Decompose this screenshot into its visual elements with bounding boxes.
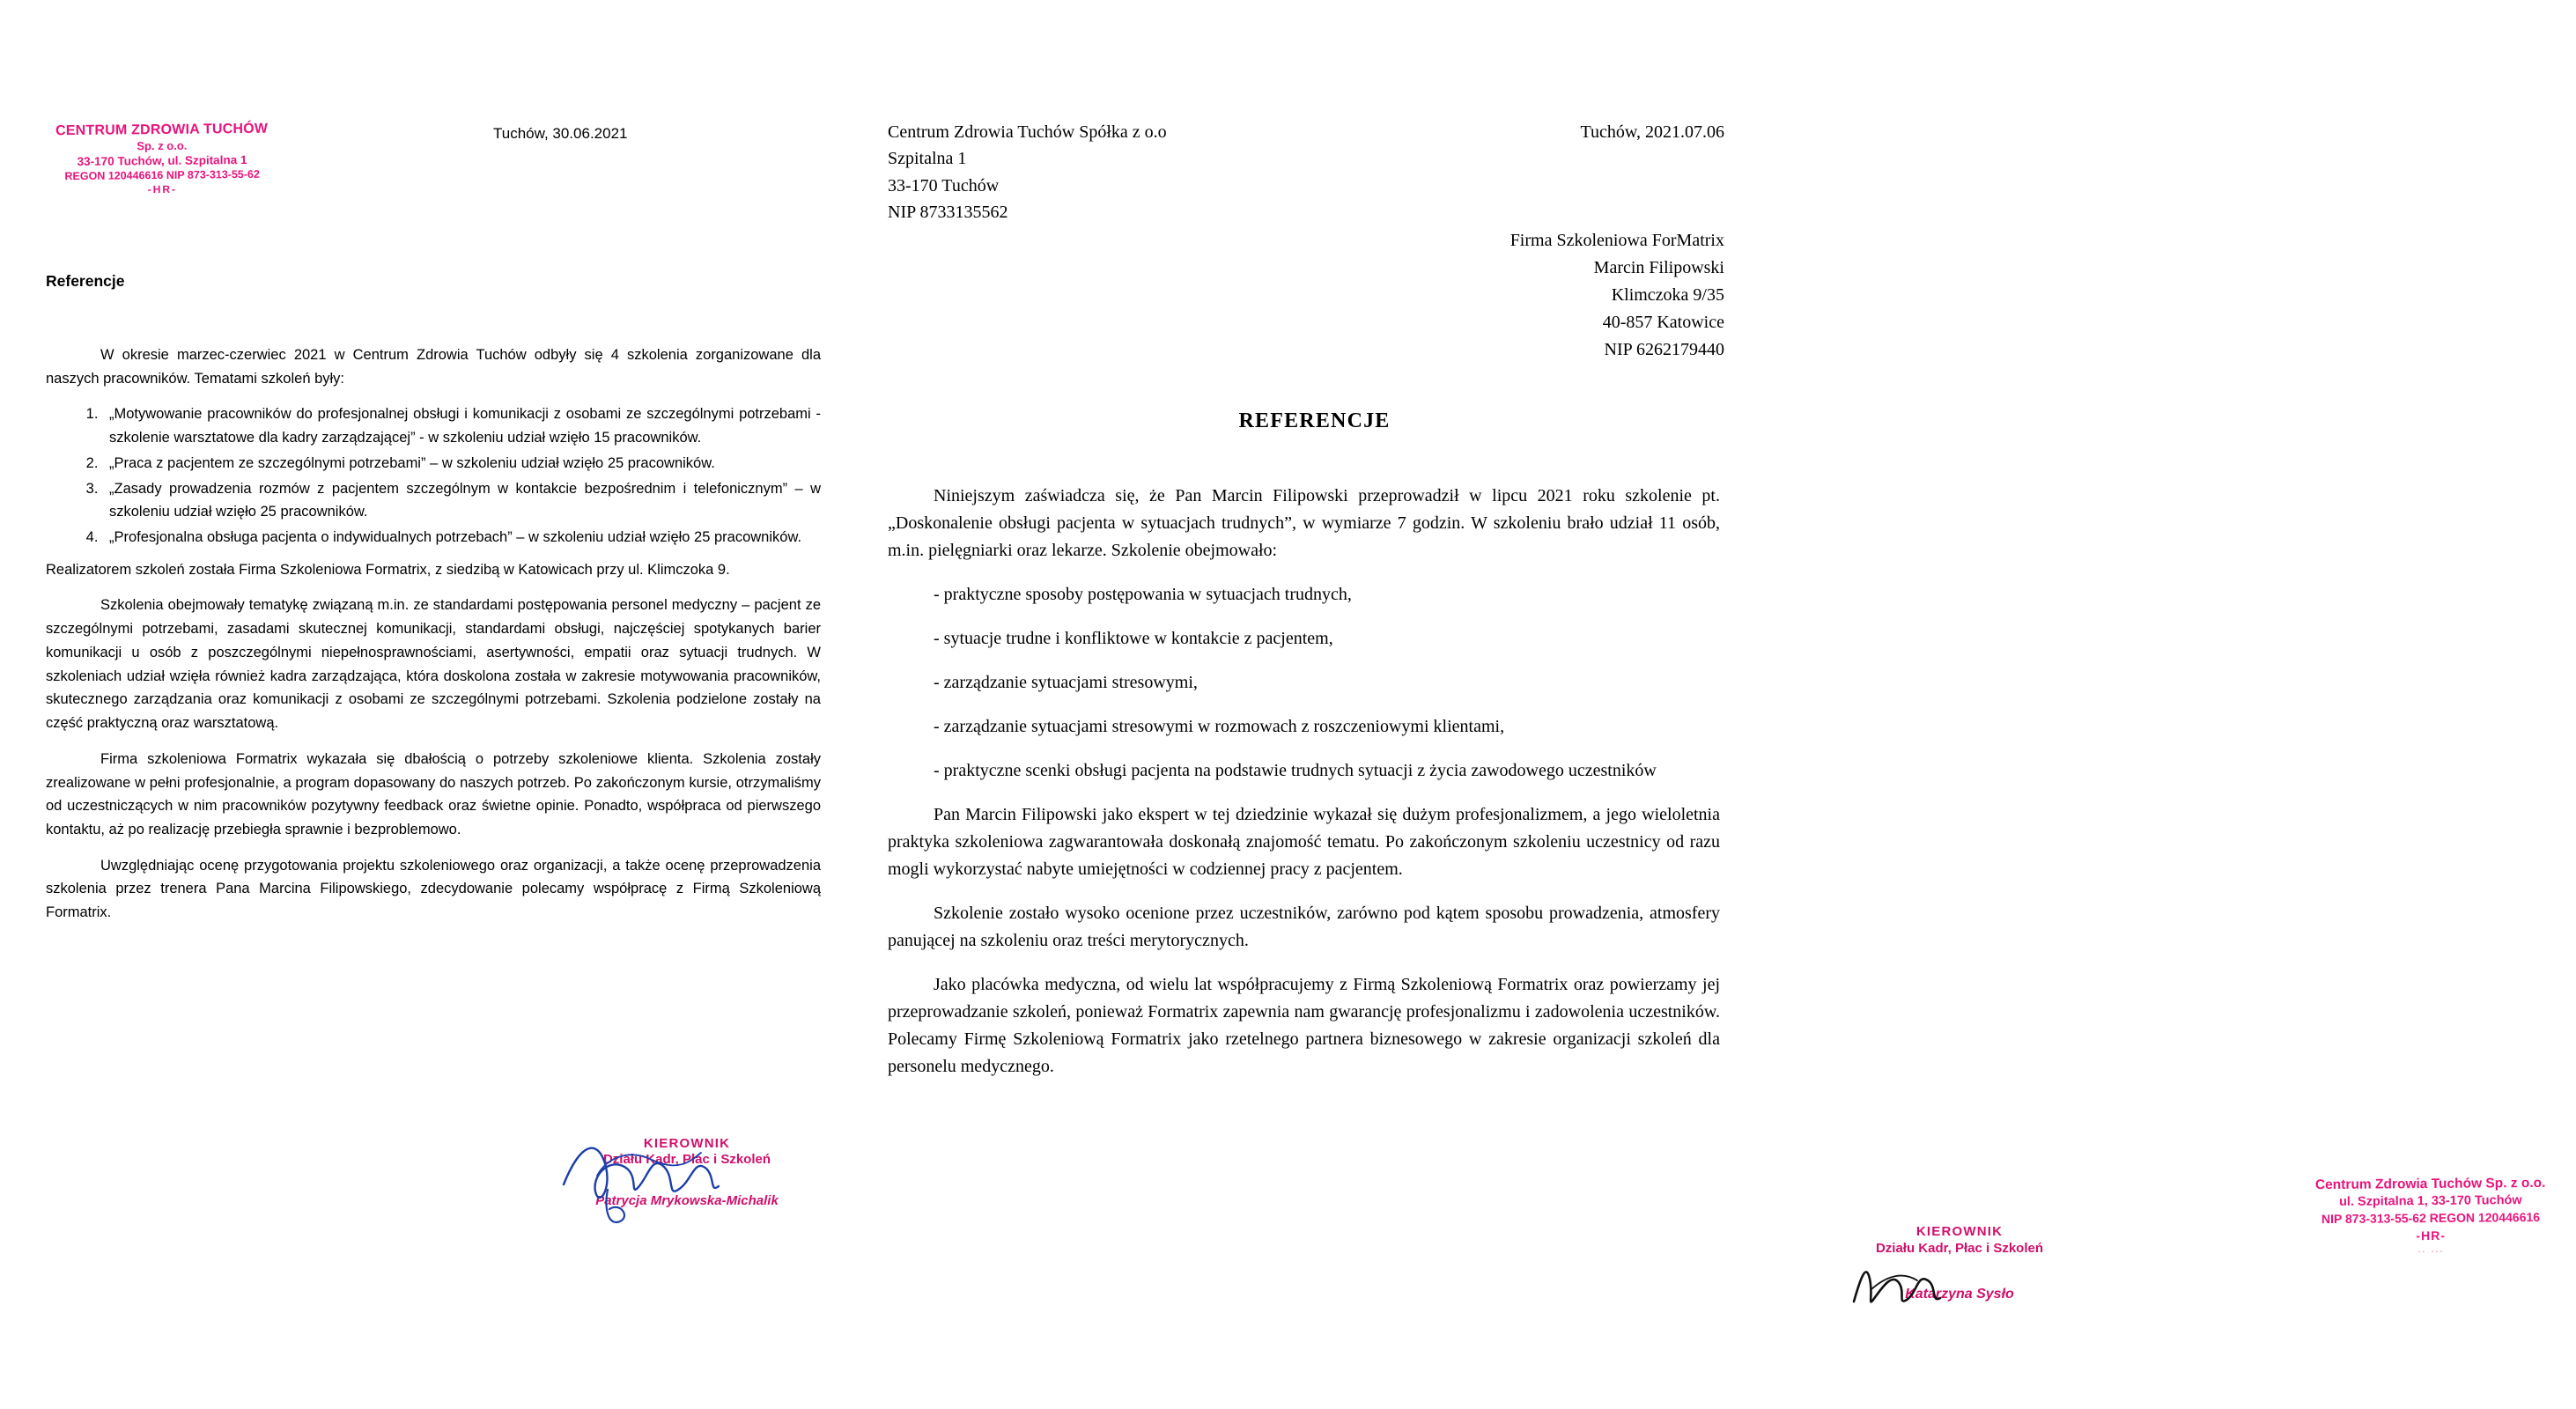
right-signature-block <box>1819 1224 2100 1305</box>
right-bullet-1: - praktyczne sposoby postępowania w sytuacjach trudnych, <box>934 585 1352 604</box>
right-letter-sender <box>888 119 1167 226</box>
right-paragraph-2: Pan Marcin Filipowski jako ekspert w tej dziedzinie wykazał się dużym profesjonalizmem, a jego wieloletnia praktyka szkoleniowa zagwarantowała doskonałą znajomość tematu. Po zakończonym szkoleniu uczestnicy od razu mogli wykorzystać nabyte umiejętności w codziennej pracy z pacjentem. <box>888 805 1720 879</box>
stamp-line-5: .. ... <box>2417 1244 2445 1256</box>
left-paragraph-3: Szkolenia obejmowały tematykę związaną m.in. ze standardami postępowania personel medyczny – pacjent ze szczególnymi potrzebami, zasadami skutecznej komunikacji, standardami obsługi, najczęściej spotykanych barier komunikacji u osób z poszczególnymi niepełnosprawnościami, asertywności, empatii oraz sytuacji trudnych. W szkoleniach udział wzięła również kadra zarządzająca, która doskolona została w zakresie motywowania pracowników, skutecznego zarządzania oraz komunikacji z osobami ze szczególnymi potrzebami. Szkolenia podzielone zostały na część praktyczną oraz warsztatową. <box>46 597 821 732</box>
right-paragraph-4: Jako placówka medyczna, od wielu lat współpracujemy z Firmą Szkoleniową Formatrix oraz powierzamy jej przeprowadzanie szkoleń, ponieważ Formatrix zapewnia nam gwarancję profesjonalizmu i zadowolenia uczestników. Polecamy Firmę Szkoleniową Formatrix jako rzetelnego partnera biznesowego w zakresie organizacji szkoleń dla personelu medycznego. <box>888 975 1720 1076</box>
left-reference-letter <box>0 0 867 1409</box>
stamp-line-2: ul. Szpitalna 1, 33-170 Tuchów <box>2338 1193 2522 1210</box>
sender-line-4: NIP 8733135562 <box>888 203 1008 223</box>
stamp-line-3: 33-170 Tuchów, ul. Szpitalna 1 <box>77 153 247 169</box>
left-letter-title: Referencje <box>46 272 125 290</box>
left-signature-role <box>555 1136 819 1168</box>
sender-line-1: Centrum Zdrowia Tuchów Spółka z o.o <box>888 122 1167 142</box>
sender-line-2: Szpitalna 1 <box>888 149 967 169</box>
left-letter-body <box>46 343 821 937</box>
stamp-line-4: REGON 120446616 NIP 873-313-55-62 <box>64 167 260 183</box>
recipient-line-5: NIP 6262179440 <box>1604 340 1724 359</box>
right-letter-title: REFERENCJE <box>1238 409 1391 432</box>
right-signature-role-line-1: KIEROWNIK <box>1915 1224 2004 1239</box>
right-signature-name: Katarzyna Sysło <box>1905 1286 2014 1302</box>
list-item: 2. „Praca z pacjentem ze szczególnymi potrzebami” – w szkoleniu udział wzięło 25 pracowników. <box>102 452 821 476</box>
stamp-line-5: -HR- <box>147 182 178 195</box>
list-item: 3. „Zasady prowadzenia rozmów z pacjentem szczególnym w kontakcie bezpośrednim i telefonicznym” – w szkoleniu udział wzięło 25 pracowników. <box>102 477 821 524</box>
left-signature-role-line-2: Działu Kadr, Płac i Szkoleń <box>602 1152 771 1167</box>
stamp-line-1: Centrum Zdrowia Tuchów Sp. z o.o. <box>2314 1175 2546 1193</box>
recipient-line-3: Klimczoka 9/35 <box>1611 285 1724 305</box>
stamp-line-3: NIP 873-313-55-62 REGON 120446616 <box>2321 1209 2541 1227</box>
left-signature-role-line-1: KIEROWNIK <box>643 1136 731 1151</box>
right-bullet-3: - zarządzanie sytuacjami stresowymi, <box>934 673 1198 692</box>
company-stamp-left <box>39 121 286 198</box>
stamp-line-2: Sp. z o.o. <box>137 138 188 153</box>
left-paragraph-2: Realizatorem szkoleń została Firma Szkoleniowa Formatrix, z siedzibą w Katowicach przy ul. Klimczoka 9. <box>46 561 730 578</box>
list-item: 4. „Profesjonalna obsługa pacjenta o indywidualnych potrzebach” – w szkoleniu udział wzięło 25 pracowników. <box>102 526 821 550</box>
right-reference-letter <box>867 0 2546 1409</box>
right-bullet-5: - praktyczne scenki obsługi pacjenta na podstawie trudnych sytuacji z życia zawodowego uczestników <box>934 761 1657 780</box>
left-paragraph-5: Uwzględniając ocenę przygotowania projektu szkoleniowego oraz organizacji, a także ocenę przeprowadzenia szkolenia przez trenera Pana Marcina Filipowskiego, zdecydowanie polecamy współpracę z Firmą Szkoleniową Formatrix. <box>46 857 821 921</box>
left-signature-name: Patrycja Mrykowska-Michalik <box>595 1193 779 1208</box>
left-paragraph-1: W okresie marzec-czerwiec 2021 w Centrum Zdrowia Tuchów odbyły się 4 szkolenia zorganizowane dla naszych pracowników. Tematami szkoleń były: <box>46 347 821 387</box>
right-letter-recipient <box>1510 227 1724 364</box>
left-signature-block <box>555 1136 819 1212</box>
list-item: 1. „Motywowanie pracowników do profesjonalnej obsługi i komunikacji z osobami ze szczególnymi potrzebami -szkolenie warsztatowe dla kadry zarządzającej” - w szkoleniu udział wzięło 15 pracowników. <box>102 402 821 449</box>
recipient-line-2: Marcin Filipowski <box>1593 258 1724 277</box>
right-letter-date: Tuchów, 2021.07.06 <box>1580 122 1724 142</box>
left-paragraph-4: Firma szkoleniowa Formatrix wykazała się dbałością o potrzeby szkoleniowe klienta. Szkolenia zostały zrealizowane w pełni profesjonalnie, a program dopasowany do naszych potrzeb. Po zakończonym kursie, otrzymaliśmy od uczestniczących w nim pracowników pozytywny feedback oraz świetne opinie. Ponadto, współpraca od pierwszego kontaktu, aż po realizację przebiegła sprawnie i bezproblemowo. <box>46 750 821 837</box>
right-letter-body <box>888 483 1720 1097</box>
sender-line-3: 33-170 Tuchów <box>888 175 1000 195</box>
recipient-line-1: Firma Szkoleniowa ForMatrix <box>1509 231 1724 250</box>
right-bullet-4: - zarządzanie sytuacjami stresowymi w rozmowach z roszczeniowymi klientami, <box>934 717 1505 736</box>
right-bullet-2: - sytuacje trudne i konfliktowe w kontakcie z pacjentem, <box>934 629 1333 648</box>
right-paragraph-1: Niniejszym zaświadcza się, że Pan Marcin Filipowski przeprowadził w lipcu 2021 roku szkolenie pt. „Doskonalenie obsługi pacjenta w sytuacjach trudnych”, w wymiarze 7 godzin. W szkoleniu brało udział 11 osób, m.in. pielęgniarki oraz lekarze. Szkolenie obejmowało: <box>888 486 1720 560</box>
stamp-line-4: -HR- <box>2416 1228 2447 1243</box>
right-signature-role-line-2: Działu Kadr, Płac i Szkoleń <box>1875 1240 2044 1256</box>
recipient-line-4: 40-857 Katowice <box>1602 313 1724 332</box>
left-letter-date: Tuchów, 30.06.2021 <box>493 125 628 142</box>
right-paragraph-3: Szkolenie zostało wysoko ocenione przez uczestników, zarówno pod kątem sposobu prowadzenia, atmosfery panującej na szkoleniu oraz treści merytorycznych. <box>888 904 1720 950</box>
stamp-line-1: CENTRUM ZDROWIA TUCHÓW <box>55 121 269 139</box>
left-training-list <box>46 402 821 549</box>
company-stamp-right <box>2285 1175 2576 1258</box>
right-signature-role <box>1819 1224 2100 1258</box>
